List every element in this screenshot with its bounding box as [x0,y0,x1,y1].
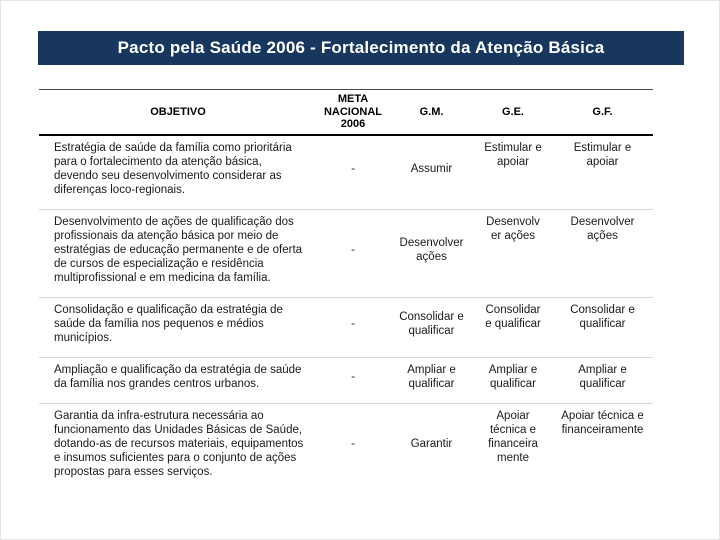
gm-cell: Desenvolver ações [399,236,464,263]
header-meta-nacional: META NACIONAL 2006 [323,93,383,130]
objetivo-cell: Estratégia de saúde da família como prioritária para o fortalecimento da atenção básica, devendo seu desenvolvimento considerar as diferenças loco-regionais. [54,141,292,196]
header-gf: G.F. [592,105,613,118]
gf-cell: Consolidar e qualificar [570,303,635,330]
objetivo-cell: Ampliação e qualificação da estratégia de saúde da família nos grandes centros urbanos. [54,363,302,390]
ge-cell: Ampliar e qualificar [488,363,538,390]
gm-cell: Assumir [410,162,453,175]
pacto-table [39,89,653,491]
table-header [39,90,653,135]
ge-cell: Consolidar e qualificar [485,303,541,330]
meta-cell: - [351,162,355,175]
meta-cell: - [351,437,355,450]
gf-cell: Estimular e apoiar [573,141,632,168]
gm-cell: Ampliar e qualificar [407,363,456,390]
ge-cell: Apoiar técnica e financeiramente [488,409,538,464]
ge-cell: Estimular e apoiar [484,141,542,168]
objetivo-cell: Desenvolvimento de ações de qualificação dos profissionais da atenção básica por meio de estratégias de educação permanente e de oferta de cursos de especialização e residência multiprofissional e em medicina da família. [54,215,303,284]
objetivo-cell: Consolidação e qualificação da estratégia de saúde da família nos pequenos e médios municípios. [54,303,283,344]
gf-cell: Desenvolver ações [570,215,635,242]
table-row [39,403,653,491]
meta-cell: - [351,370,355,383]
slide-title-bar [38,31,684,65]
table-row [39,357,653,403]
table-row [39,135,653,210]
gf-cell: Ampliar e qualificar [578,363,627,390]
meta-cell: - [351,317,355,330]
gm-cell: Garantir [410,437,453,450]
gf-cell: Apoiar técnica e financeiramente [561,409,644,436]
table-row [39,209,653,297]
header-gm: G.M. [419,105,444,118]
table-header-row [39,90,653,135]
objetivo-cell: Garantia da infra-estrutura necessária ao funcionamento das Unidades Básicas de Saúde, dotando-as de recursos materiais, equipamentos e insumos suficientes para o conjunto de ações propostas para esses serviços. [54,409,304,478]
gm-cell: Consolidar e qualificar [399,310,464,337]
slide-title: Pacto pela Saúde 2006 - Fortalecimento da Atenção Básica [117,38,605,57]
header-ge: G.E. [501,105,524,118]
table-row [39,297,653,357]
ge-cell: Desenvolver ações [486,215,540,242]
meta-cell: - [351,243,355,256]
header-objetivo: OBJETIVO [150,105,206,118]
